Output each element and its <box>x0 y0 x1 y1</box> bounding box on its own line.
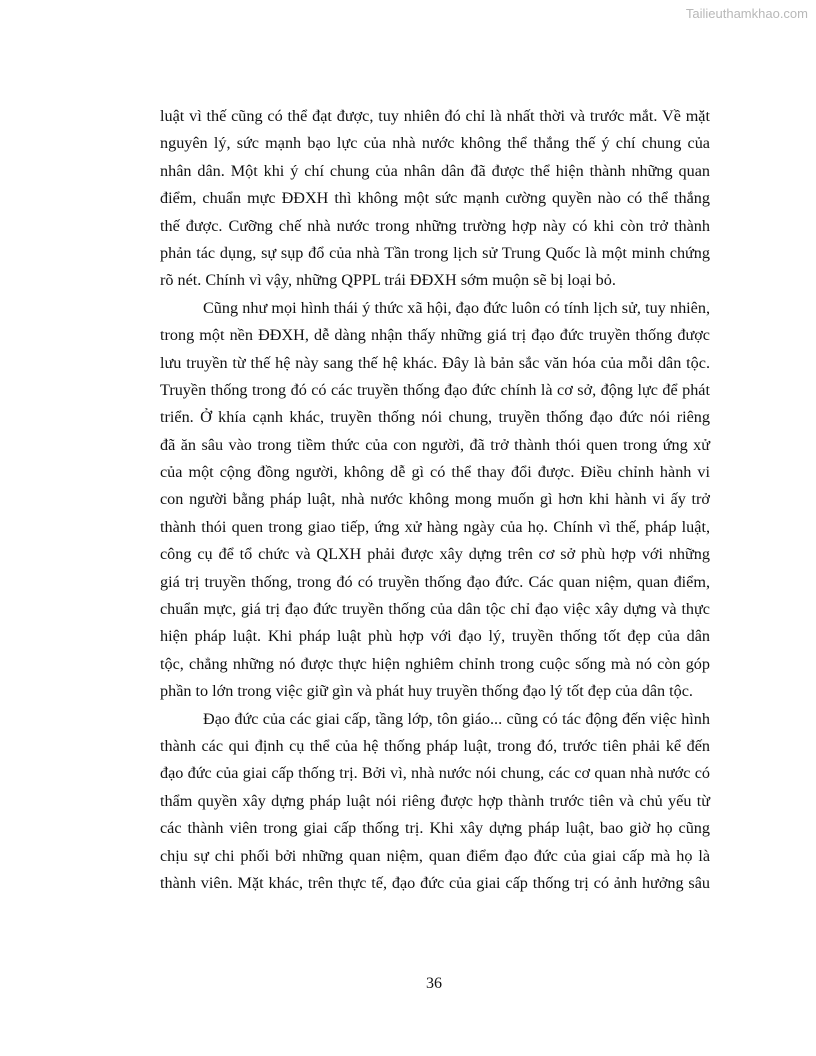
paragraph <box>160 706 710 898</box>
text-line: của một cộng đồng người, không dễ gì có thể thay đổi được. Điều chỉnh hành vi <box>160 463 710 482</box>
text-line: điểm, chuẩn mực ĐĐXH thì không một sức mạnh cường quyền nào có thể thắng <box>160 189 710 208</box>
text-line: luật vì thế cũng có thể đạt được, tuy nhiên đó chỉ là nhất thời và trước mắt. Về mặt <box>160 107 710 125</box>
text-line: nhân dân. Một khi ý chí chung của nhân dân đã được thể hiện thành những quan <box>160 161 710 180</box>
text-line: Truyền thống trong đó có các truyền thống đạo đức chính là cơ sở, động lực để phát <box>160 380 710 399</box>
text-line: phần to lớn trong việc giữ gìn và phát huy truyền thống đạo lý tốt đẹp của dân tộc. <box>160 682 693 701</box>
text-line: thành thói quen trong giao tiếp, ứng xử hàng ngày của họ. Chính vì thế, pháp luật, <box>160 517 710 536</box>
text-line: trong một nền ĐĐXH, dễ dàng nhận thấy những giá trị đạo đức truyền thống được <box>160 326 710 345</box>
page-number: 36 <box>426 975 442 992</box>
text-line: giá trị truyền thống, trong đó có truyền thống đạo đức. Các quan niệm, quan điểm, <box>160 572 710 591</box>
text-line: thẩm quyền xây dựng pháp luật nói riêng được hợp thành trước tiên và chủ yếu từ <box>160 791 710 810</box>
text-line: thành viên. Mặt khác, trên thực tế, đạo đức của giai cấp thống trị có ảnh hưởng sâu <box>160 873 710 892</box>
text-line: đạo đức của giai cấp thống trị. Bởi vì, nhà nước nói chung, các cơ quan nhà nước có <box>160 764 710 783</box>
text-line: hiện pháp luật. Khi pháp luật phù hợp với đạo lý, truyền thống tốt đẹp của dân <box>160 627 710 646</box>
text-line: chuẩn mực, giá trị đạo đức truyền thống của dân tộc chỉ đạo việc xây dựng và thực <box>160 600 710 619</box>
text-line: nguyên lý, sức mạnh bạo lực của nhà nước không thể thắng thế ý chí chung của <box>160 134 710 153</box>
watermark: Tailieuthamkhao.com <box>685 6 808 21</box>
text-line: các thành viên trong giai cấp thống trị. Khi xây dựng pháp luật, bao giờ họ cũng <box>160 819 710 838</box>
text-line: lưu truyền từ thế hệ này sang thế hệ khác. Đây là bản sắc văn hóa của mỗi dân tộc. <box>160 353 710 372</box>
document-body <box>160 103 710 897</box>
text-line: Cũng như mọi hình thái ý thức xã hội, đạo đức luôn có tính lịch sử, tuy nhiên, <box>203 298 710 317</box>
text-line: tộc, chẳng những nó được thực hiện nghiêm chỉnh trong cuộc sống mà nó còn góp <box>160 654 710 673</box>
text-line: triển. Ở khía cạnh khác, truyền thống nói chung, truyền thống đạo đức nói riêng <box>160 408 710 427</box>
text-line: chịu sự chi phối bởi những quan niệm, quan điểm đạo đức của giai cấp mà họ là <box>160 846 710 865</box>
text-line: công cụ để tổ chức và QLXH phải được xây dựng trên cơ sở phù hợp với những <box>160 545 710 564</box>
paragraph <box>160 103 710 295</box>
paragraph <box>160 295 710 706</box>
text-line: thế được. Cưỡng chế nhà nước trong những trường hợp này có khi còn trở thành <box>160 216 710 235</box>
text-line: con người bằng pháp luật, nhà nước không mong muốn gì hơn khi hành vi ấy trở <box>160 490 710 509</box>
text-line: thành các qui định cụ thể của hệ thống pháp luật, trong đó, trước tiên phải kể đến <box>160 736 710 755</box>
text-line: phản tác dụng, sự sụp đổ của nhà Tần trong lịch sử Trung Quốc là một minh chứng <box>160 243 710 262</box>
text-line: rõ nét. Chính vì vậy, những QPPL trái ĐĐXH sớm muộn sẽ bị loại bỏ. <box>160 271 616 290</box>
text-line: đã ăn sâu vào trong tiềm thức của con người, đã trở thành thói quen trong ứng xử <box>160 435 710 454</box>
text-line: Đạo đức của các giai cấp, tầng lớp, tôn giáo... cũng có tác động đến việc hình <box>203 709 710 728</box>
